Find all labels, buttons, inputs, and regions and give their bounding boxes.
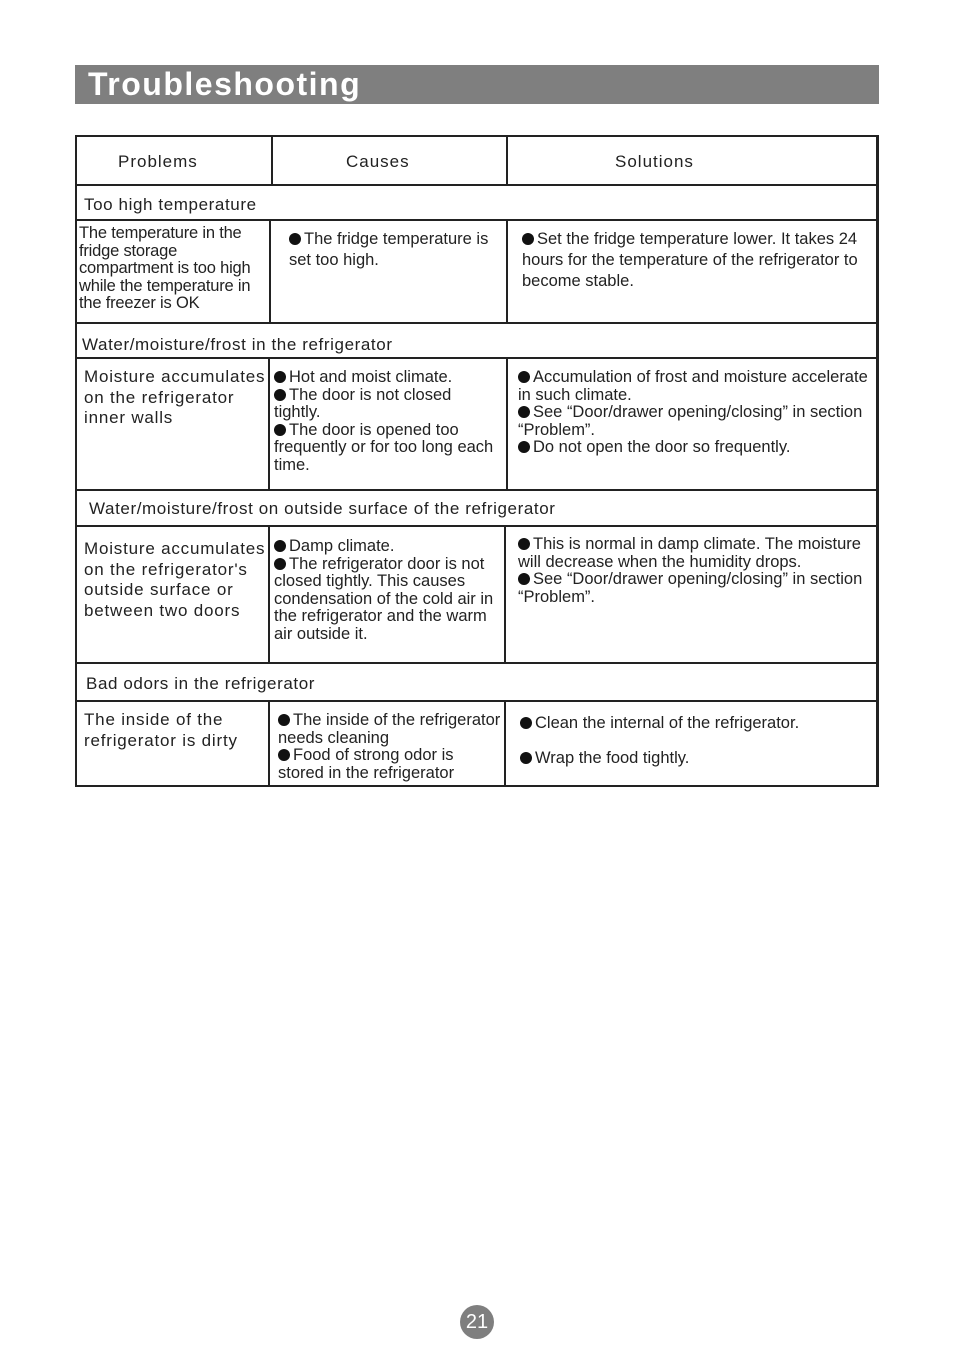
- section-heading: Water/moisture/frost on outside surface of the refrigerator: [89, 499, 556, 518]
- cause-item: The inside of the refrigerator needs cleaning: [278, 711, 501, 747]
- problem-text: Moisture accumulates on the refrigerator's outside surface or between two doors: [84, 539, 266, 621]
- cause-item: Hot and moist climate.: [274, 369, 502, 387]
- bullet-icon: [518, 406, 530, 418]
- page-number-badge: 21: [460, 1305, 494, 1339]
- cause-item: The door is not closed tightly.: [274, 385, 452, 421]
- header-problems: Problems: [118, 152, 198, 171]
- solution-list: [518, 536, 870, 606]
- bullet-icon: [274, 558, 286, 570]
- row-divider: [75, 219, 879, 221]
- header-causes: Causes: [346, 152, 410, 171]
- problem-text: The temperature in the fridge storage compartment is too high while the temperature in the freezer is OK: [79, 224, 251, 312]
- solution-item: Wrap the food tightly.: [520, 748, 870, 769]
- column-divider: [269, 221, 271, 324]
- problem-text: The inside of the refrigerator is dirty: [84, 710, 238, 750]
- bullet-icon: [518, 441, 530, 453]
- solution-item: See “Door/drawer opening/closing” in section “Problem”.: [518, 570, 863, 606]
- troubleshooting-table: [75, 135, 879, 787]
- bullet-icon: [274, 371, 286, 383]
- column-divider: [504, 702, 506, 787]
- bullet-icon: [278, 749, 290, 761]
- bullet-icon: [518, 573, 530, 585]
- row-divider: [75, 184, 879, 186]
- cause-list: [289, 229, 501, 271]
- table-border-right: [876, 135, 879, 787]
- column-divider: [506, 135, 508, 186]
- cause-list: [274, 538, 502, 643]
- bullet-icon: [518, 538, 530, 550]
- section-heading: Water/moisture/frost in the refrigerator: [82, 335, 393, 354]
- solution-item: See “Door/drawer opening/closing” in section “Problem”.: [518, 403, 863, 439]
- title-bar: [75, 65, 879, 104]
- column-divider: [506, 359, 508, 491]
- row-divider: [75, 322, 879, 324]
- column-divider: [268, 527, 270, 664]
- row-divider: [75, 662, 879, 664]
- cause-item: The refrigerator door is not closed tightly. This causes condensation of the cold air in the refrigerator and the warm air outside it.: [274, 554, 494, 643]
- bullet-icon: [274, 424, 286, 436]
- row-divider: [75, 700, 879, 702]
- bullet-icon: [520, 752, 532, 764]
- bullet-icon: [522, 233, 534, 245]
- bullet-icon: [289, 233, 301, 245]
- bullet-icon: [274, 389, 286, 401]
- bullet-icon: [518, 371, 530, 383]
- solution-item: Accumulation of frost and moisture accelerate in such climate.: [518, 368, 868, 404]
- solution-item: Set the fridge temperature lower. It takes 24 hours for the temperature of the refrigerator to become stable.: [522, 230, 858, 290]
- bullet-icon: [278, 714, 290, 726]
- row-divider: [75, 357, 879, 359]
- cause-list: [274, 369, 502, 474]
- row-divider: [75, 489, 879, 491]
- solution-item: This is normal in damp climate. The moisture will decrease when the humidity drops.: [518, 535, 861, 571]
- problem-text: Moisture accumulates on the refrigerator inner walls: [84, 367, 266, 428]
- table-border-top: [75, 135, 879, 137]
- column-divider: [271, 135, 273, 186]
- section-heading: Bad odors in the refrigerator: [86, 674, 316, 693]
- cause-item: The fridge temperature is set too high.: [289, 230, 489, 269]
- solution-list: [522, 229, 868, 292]
- solution-list: [520, 713, 870, 769]
- column-divider: [506, 221, 508, 324]
- section-heading: Too high temperature: [84, 195, 257, 214]
- table-border-bottom: [75, 785, 879, 787]
- column-divider: [268, 359, 270, 491]
- row-divider: [75, 525, 879, 527]
- cause-item: Food of strong odor is stored in the refrigerator: [278, 746, 455, 782]
- bullet-icon: [520, 717, 532, 729]
- table-border-left: [75, 135, 77, 787]
- solution-item: Do not open the door so frequently.: [518, 439, 870, 457]
- solution-item: Clean the internal of the refrigerator.: [520, 713, 870, 734]
- column-divider: [504, 527, 506, 664]
- header-solutions: Solutions: [615, 152, 694, 171]
- cause-item: The door is opened too frequently or for too long each time.: [274, 420, 494, 474]
- bullet-icon: [274, 540, 286, 552]
- page-title: Troubleshooting: [88, 66, 362, 102]
- cause-item: Damp climate.: [274, 538, 502, 556]
- column-divider: [268, 702, 270, 787]
- solution-list: [518, 369, 870, 457]
- cause-list: [278, 712, 502, 782]
